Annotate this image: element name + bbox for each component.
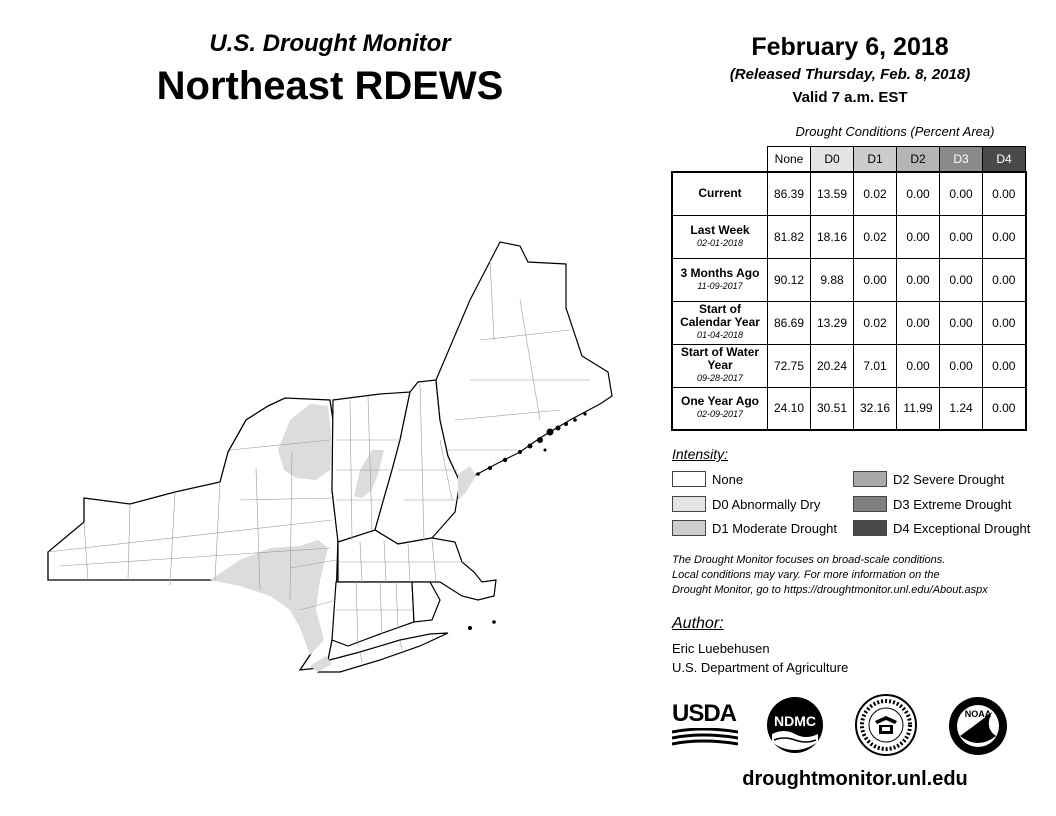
table-cell: 81.82 <box>768 215 811 258</box>
legend-swatch <box>853 496 887 512</box>
table-cell: 30.51 <box>811 387 854 430</box>
table-cell: 24.10 <box>768 387 811 430</box>
row-label-text: Current <box>698 186 742 201</box>
table-cell: 9.88 <box>811 258 854 301</box>
table-cell: 11.99 <box>897 387 940 430</box>
legend-swatch <box>853 471 887 487</box>
table-cell: 0.00 <box>940 344 983 387</box>
table-cell: 86.39 <box>768 172 811 215</box>
table-row <box>672 387 1026 430</box>
disclaimer-note <box>672 553 1042 598</box>
legend-label: None <box>712 471 744 487</box>
legend-swatch <box>853 520 887 536</box>
row-label <box>672 387 768 430</box>
column-header-d2: D2 <box>897 147 940 173</box>
table-cell: 0.02 <box>854 172 897 215</box>
table-cell: 0.00 <box>983 344 1026 387</box>
table-row <box>672 344 1026 387</box>
release-date: (Released Thursday, Feb. 8, 2018) <box>729 66 971 83</box>
row-date: 01-04-2018 <box>696 330 744 340</box>
legend-label: D2 Severe Drought <box>893 471 1005 487</box>
legend-item-d3 <box>853 496 1012 512</box>
legend-item-none <box>672 471 743 487</box>
northeast-drought-map <box>40 238 620 688</box>
column-header-d1: D1 <box>854 147 897 173</box>
legend-swatch <box>672 496 706 512</box>
table-corner <box>672 147 768 173</box>
map-title: Northeast RDEWS <box>156 64 504 108</box>
table-cell: 0.00 <box>983 258 1026 301</box>
table-cell: 0.02 <box>854 301 897 344</box>
table-cell: 0.00 <box>940 301 983 344</box>
legend-swatch <box>672 520 706 536</box>
table-cell: 0.00 <box>940 258 983 301</box>
table-row <box>672 258 1026 301</box>
row-label-text: 3 Months Ago <box>680 265 760 280</box>
table-cell: 0.00 <box>854 258 897 301</box>
commerce-seal-logo <box>855 694 917 761</box>
commerce-seal-icon <box>855 694 917 756</box>
ndmc-logo-text: NDMC <box>774 713 816 729</box>
row-label <box>672 301 768 344</box>
legend-heading: Intensity: <box>672 446 729 462</box>
table-cell: 0.00 <box>983 172 1026 215</box>
state-connecticut <box>332 582 414 646</box>
author-organization: U.S. Department of Agriculture <box>672 660 849 675</box>
row-label-text: One Year Ago <box>680 394 760 409</box>
column-header-d0: D0 <box>811 147 854 173</box>
usda-logo-text: USDA <box>672 700 737 727</box>
table-cell: 0.00 <box>983 215 1026 258</box>
usda-logo <box>672 700 738 748</box>
table-cell: 0.00 <box>897 258 940 301</box>
table-cell: 0.00 <box>897 215 940 258</box>
legend-item-d2 <box>853 471 1004 487</box>
table-row <box>672 172 1026 215</box>
table-cell: 0.00 <box>940 172 983 215</box>
row-label-text: Start of Water Year <box>680 345 760 372</box>
table-cell: 72.75 <box>768 344 811 387</box>
row-label <box>672 344 768 387</box>
table-cell: 86.69 <box>768 301 811 344</box>
table-cell: 0.00 <box>940 215 983 258</box>
table-cell: 18.16 <box>811 215 854 258</box>
row-date: 02-01-2018 <box>696 237 744 248</box>
legend-item-d0 <box>672 496 820 512</box>
table-cell: 20.24 <box>811 344 854 387</box>
legend-item-d4 <box>853 520 1030 536</box>
map-supertitle: U.S. Drought Monitor <box>209 30 451 57</box>
author-heading: Author: <box>672 615 724 632</box>
table-cell: 0.00 <box>983 387 1026 430</box>
noaa-badge-icon <box>948 696 1008 756</box>
row-label <box>672 172 768 215</box>
author-name: Eric Luebehusen <box>672 641 770 656</box>
legend-label: D1 Moderate Drought <box>712 520 838 536</box>
table-cell: 0.00 <box>897 172 940 215</box>
table-cell: 13.59 <box>811 172 854 215</box>
row-label-text: Last Week <box>690 222 750 237</box>
row-date: 02-09-2017 <box>696 409 744 420</box>
table-row <box>672 301 1026 344</box>
column-header-d3: D3 <box>940 147 983 173</box>
row-label <box>672 215 768 258</box>
usda-hills-icon <box>672 728 738 748</box>
row-label-text: Start of Calendar Year <box>680 302 760 329</box>
legend-label: D0 Abnormally Dry <box>712 496 821 512</box>
row-date: 11-09-2017 <box>697 280 743 291</box>
row-date: 09-28-2017 <box>696 373 744 383</box>
table-cell: 1.24 <box>940 387 983 430</box>
note-line: The Drought Monitor focuses on broad-scale conditions. <box>672 554 946 566</box>
noaa-logo-text: NOAA <box>964 709 992 719</box>
valid-time: Valid 7 a.m. EST <box>792 89 908 106</box>
legend-item-d1 <box>672 520 837 536</box>
table-cell: 7.01 <box>854 344 897 387</box>
legend-label: D4 Exceptional Drought <box>893 520 1031 536</box>
table-cell: 0.00 <box>897 301 940 344</box>
table-cell: 90.12 <box>768 258 811 301</box>
column-header-none: None <box>768 147 811 173</box>
column-header-d4: D4 <box>983 147 1026 173</box>
table-caption: Drought Conditions (Percent Area) <box>795 124 995 139</box>
table-cell: 0.02 <box>854 215 897 258</box>
table-cell: 32.16 <box>854 387 897 430</box>
noaa-logo <box>948 696 1008 756</box>
ndmc-logo <box>766 696 824 754</box>
state-maine <box>436 242 612 482</box>
legend-swatch <box>672 471 706 487</box>
website-link[interactable]: droughtmonitor.unl.edu <box>742 768 968 790</box>
legend-label: D3 Extreme Drought <box>893 496 1012 512</box>
row-label <box>672 258 768 301</box>
table-cell: 0.00 <box>983 301 1026 344</box>
note-line: Local conditions may vary. For more information on the <box>672 569 940 581</box>
table-cell: 13.29 <box>811 301 854 344</box>
table-row <box>672 215 1026 258</box>
drought-conditions-table <box>671 146 1027 431</box>
map-date: February 6, 2018 <box>751 33 949 61</box>
state-rhode-island <box>412 582 440 622</box>
note-line: Drought Monitor, go to https://droughtmonitor.unl.edu/About.aspx <box>672 584 988 596</box>
table-cell: 0.00 <box>897 344 940 387</box>
